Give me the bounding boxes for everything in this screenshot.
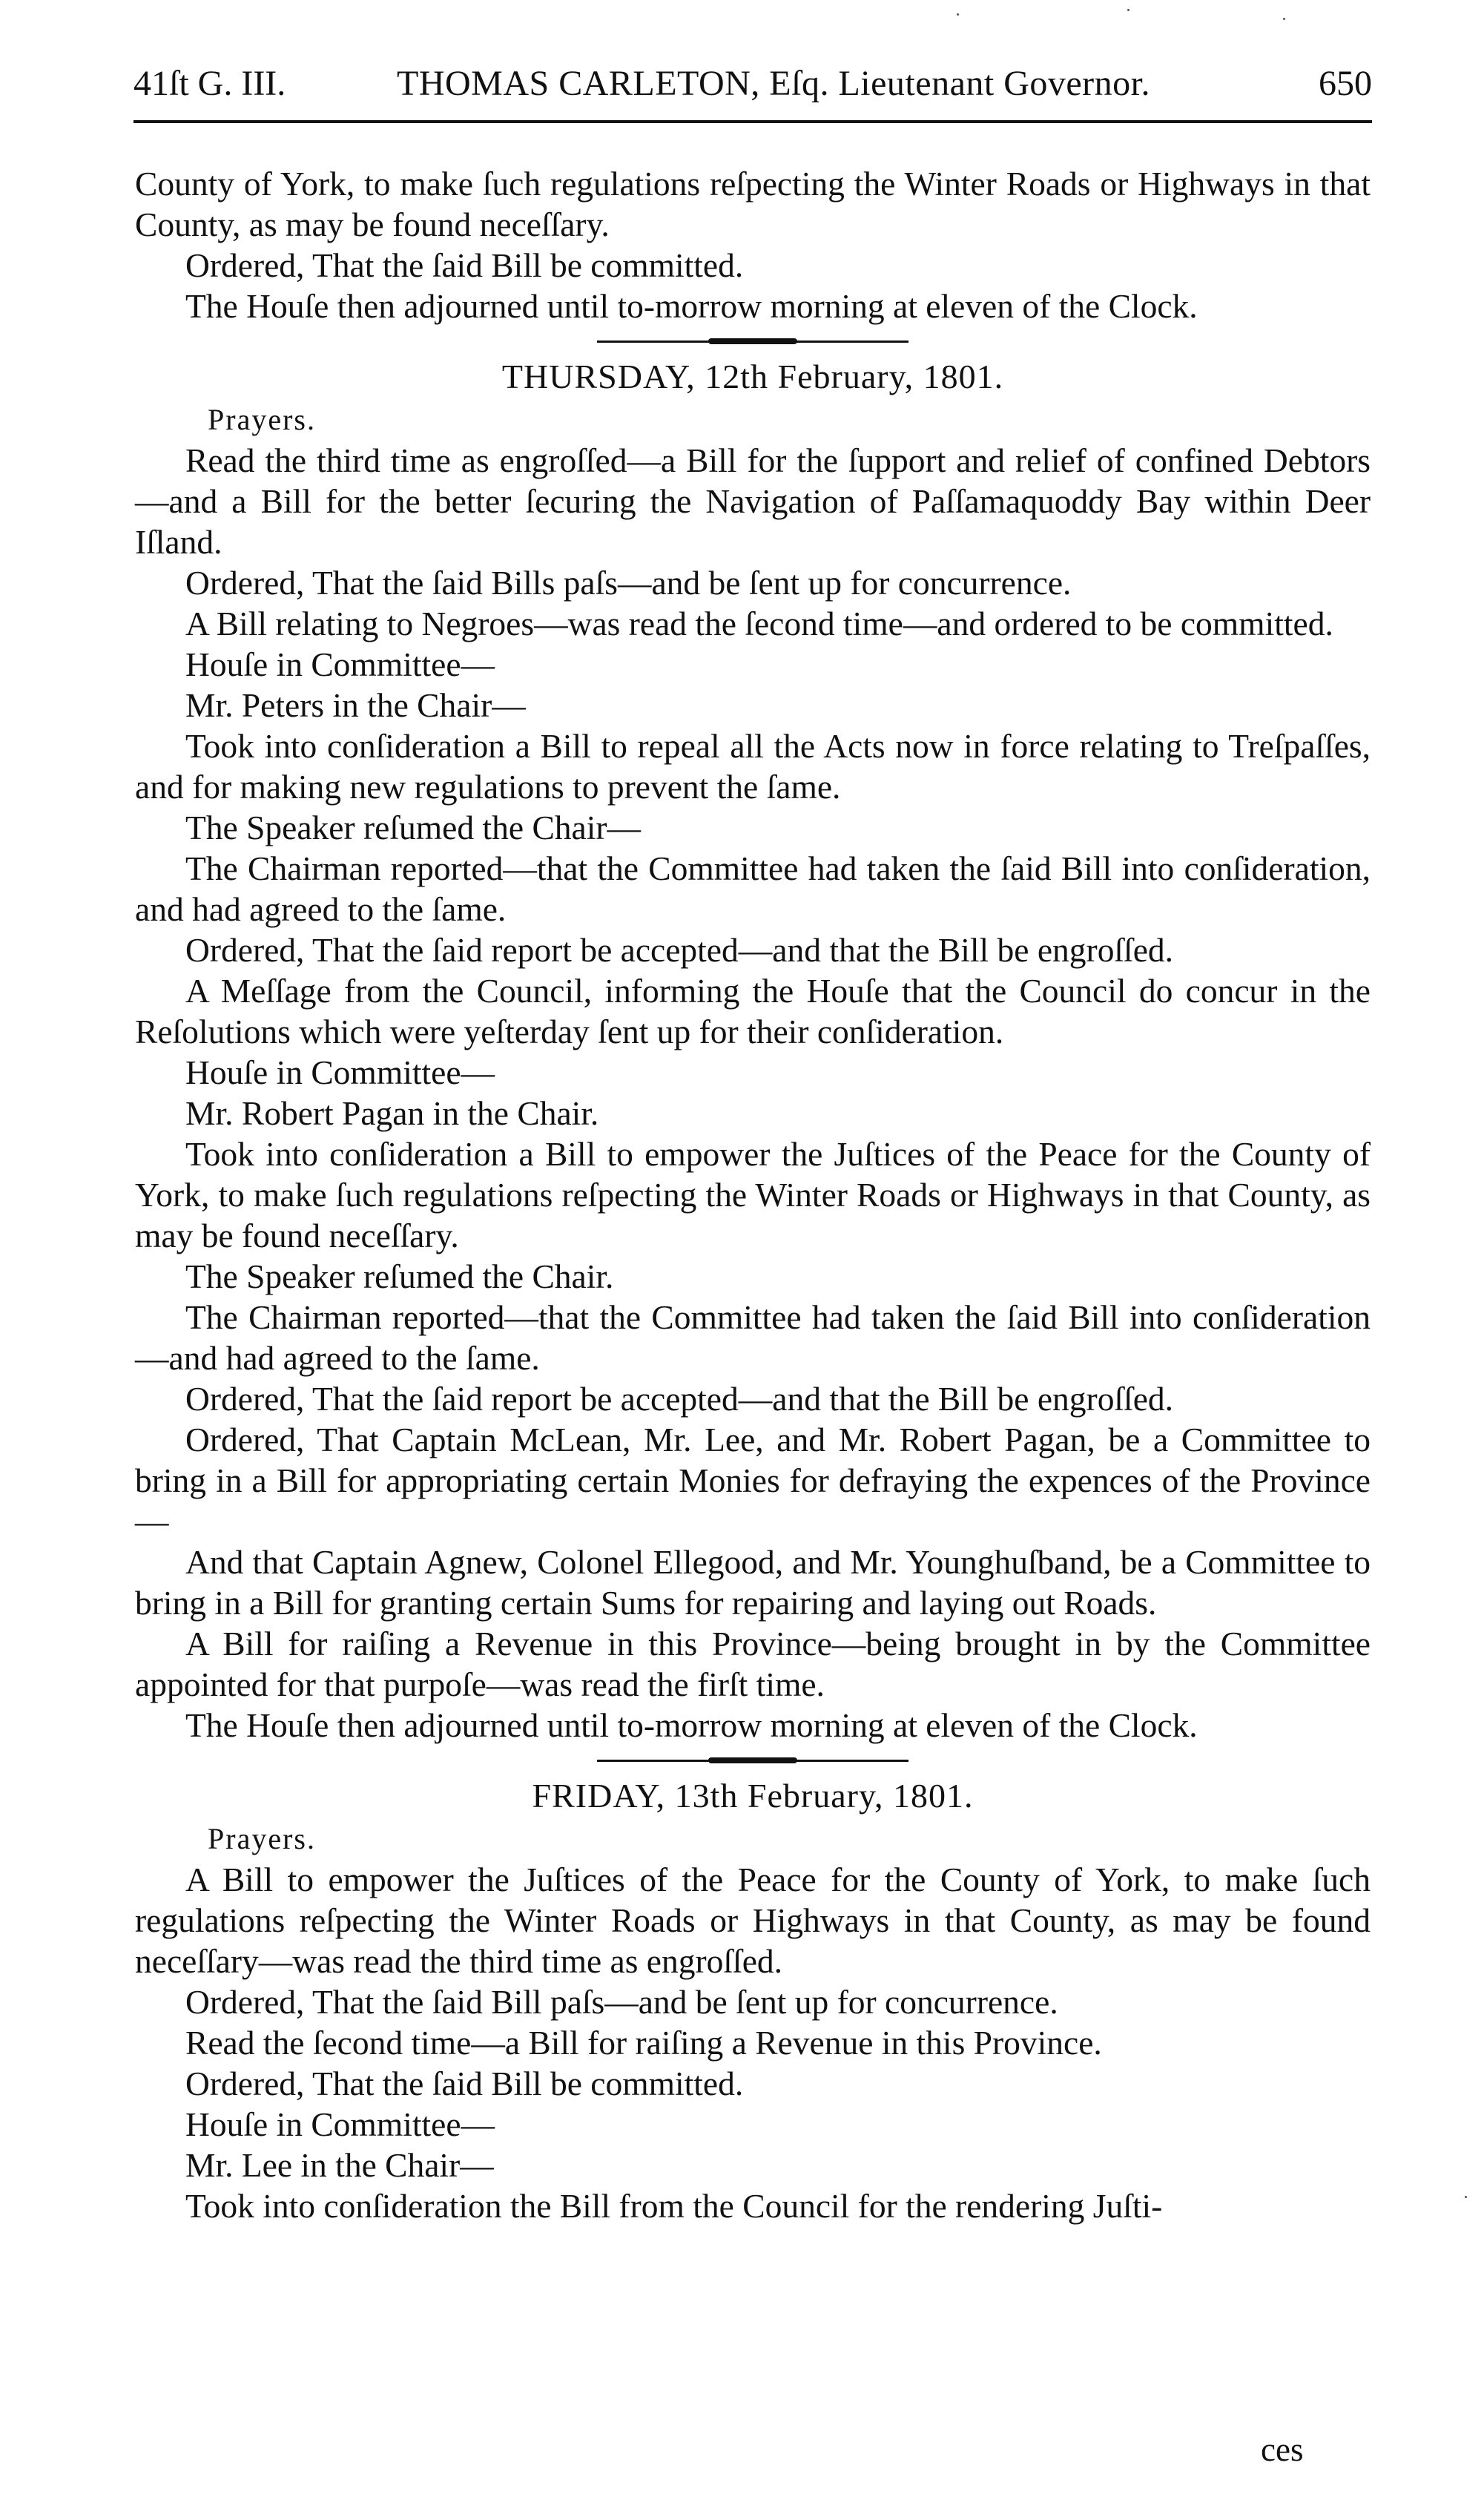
journal-paragraph: The Chairman reported—that the Committee had taken the ſaid Bill into conſideration—and had agreed to the ſame.	[135, 1298, 1371, 1377]
page-number: 650	[1319, 64, 1372, 103]
journal-paragraph: Ordered, That the ſaid Bill be committed.	[185, 2065, 744, 2102]
journal-paragraph: Took into conſideration a Bill to repeal all the Acts now in force relating to Treſpaſſes, and for making new regulations to prevent the ſame.	[135, 727, 1371, 806]
prayers-label: Prayers.	[208, 403, 316, 436]
journal-paragraph: The Chairman reported—that the Committee had taken the ſaid Bill into conſideration, and had agreed to the ſame.	[135, 849, 1371, 928]
print-speck	[1465, 2196, 1467, 2198]
regnal-year: 41ſt G. III.	[133, 64, 286, 103]
running-title: THOMAS CARLETON, Eſq. Lieutenant Governor.	[397, 64, 1150, 103]
journal-paragraph: Read the ſecond time—a Bill for raiſing a Revenue in this Province.	[185, 2024, 1102, 2062]
journal-paragraph: A Meſſage from the Council, informing the Houſe that the Council do concur in the Reſolutions which were yeſterday ſent up for their conſideration.	[135, 972, 1371, 1050]
journal-paragraph: Ordered, That the ſaid Bills paſs—and be ſent up for concurrence.	[185, 564, 1072, 602]
journal-paragraph: Mr. Lee in the Chair—	[185, 2146, 494, 2184]
journal-paragraph: Mr. Peters in the Chair—	[185, 686, 526, 724]
journal-paragraph: Houſe in Committee—	[185, 2105, 495, 2143]
prayers-label: Prayers.	[208, 1822, 316, 1855]
print-speck	[957, 13, 959, 16]
journal-paragraph: The Speaker reſumed the Chair—	[185, 809, 642, 846]
section-separator	[597, 1756, 908, 1766]
journal-paragraph: A Bill to empower the Juſtices of the Peace for the County of York, to make ſuch regulations reſpecting the Winter Roads or Highways in that County, as may be found neceſſary—was read the third time as engroſſed.	[135, 1861, 1371, 1980]
journal-paragraph: County of York, to make ſuch regulations reſpecting the Winter Roads or Highways in that County, as may be found neceſſary.	[135, 165, 1371, 243]
journal-paragraph: Mr. Robert Pagan in the Chair.	[185, 1094, 599, 1132]
journal-paragraph: Ordered, That the ſaid report be accepted—and that the Bill be engroſſed.	[185, 931, 1174, 969]
journal-paragraph: And that Captain Agnew, Colonel Ellegood, and Mr. Younghuſband, be a Committee to bring in a Bill for granting certain Sums for repairing and laying out Roads.	[135, 1543, 1371, 1622]
journal-body	[135, 163, 1371, 2226]
print-speck	[1283, 18, 1285, 20]
print-speck	[1127, 9, 1130, 11]
header-rule	[133, 120, 1372, 123]
journal-paragraph: A Bill relating to Negroes—was read the ſecond time—and ordered to be committed.	[185, 605, 1333, 642]
catchword: ces	[1261, 2431, 1304, 2468]
day-heading: FRIDAY, 13th February, 1801.	[532, 1777, 974, 1815]
journal-paragraph: Ordered, That the ſaid Bill be committed.	[185, 246, 744, 284]
journal-paragraph: Read the third time as engroſſed—a Bill for the ſupport and relief of confined Debtors—and a Bill for the better ſecuring the Navigation of Paſſamaquoddy Bay within Deer Iſland.	[135, 441, 1371, 561]
journal-paragraph: The Houſe then adjourned until to-morrow morning at eleven of the Clock.	[185, 1706, 1198, 1744]
journal-paragraph: Houſe in Committee—	[185, 1053, 495, 1091]
journal-paragraph: Ordered, That Captain McLean, Mr. Lee, and Mr. Robert Pagan, be a Committee to bring in a Bill for appropriating certain Monies for defraying the expences of the Province—	[135, 1421, 1371, 1540]
journal-paragraph: The Houſe then adjourned until to-morrow morning at eleven of the Clock.	[185, 287, 1198, 325]
journal-paragraph: Houſe in Committee—	[185, 645, 495, 683]
journal-paragraph: The Speaker reſumed the Chair.	[185, 1257, 614, 1295]
journal-paragraph: Ordered, That the ſaid report be accepted—and that the Bill be engroſſed.	[185, 1380, 1174, 1418]
running-head	[133, 58, 1372, 110]
journal-paragraph: Took into conſideration a Bill to empower the Juſtices of the Peace for the County of York, to make ſuch regulations reſpecting the Winter Roads or Highways in that County, as may be found neceſſary.	[135, 1135, 1371, 1254]
day-heading: THURSDAY, 12th February, 1801.	[501, 358, 1004, 395]
journal-paragraph: Took into conſideration the Bill from the Council for the rendering Juſti-	[185, 2187, 1163, 2225]
journal-paragraph: Ordered, That the ſaid Bill paſs—and be ſent up for concurrence.	[185, 1983, 1058, 2021]
journal-paragraph: A Bill for raiſing a Revenue in this Province—being brought in by the Committee appointed for that purpoſe—was read the firſt time.	[135, 1625, 1371, 1703]
section-separator	[597, 337, 908, 347]
